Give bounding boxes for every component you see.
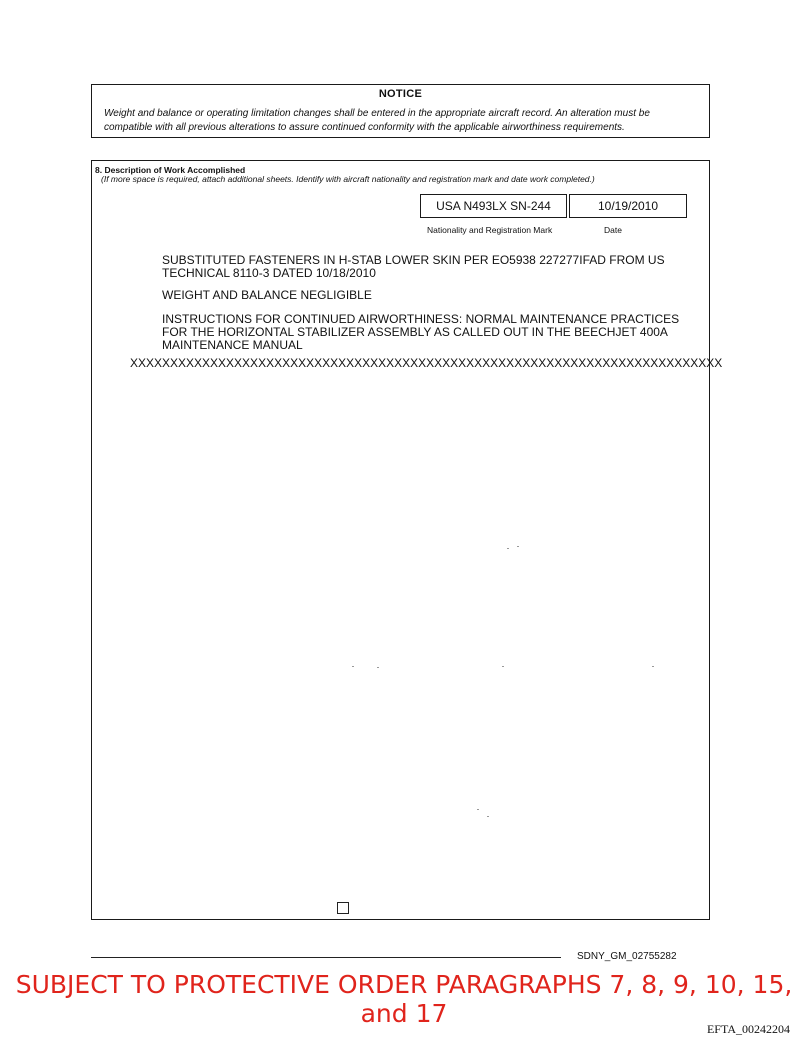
scan-speck — [502, 666, 504, 667]
protective-order-banner: SUBJECT TO PROTECTIVE ORDER PARAGRAPHS 7, 8, 9, 10, 15, and 17 — [15, 970, 793, 1028]
notice-title: NOTICE — [378, 88, 423, 100]
scan-speck — [477, 809, 479, 810]
date-field[interactable]: 10/19/2010 — [569, 194, 687, 218]
registration-label: Nationality and Registration Mark — [427, 225, 553, 235]
checkbox[interactable] — [337, 902, 349, 914]
work-paragraph-fasteners: SUBSTITUTED FASTENERS IN H-STAB LOWER SKIN PER EO5938 227277IFAD FROM US TECHNICAL 8110-3 DATED 10/18/2010 — [162, 253, 665, 280]
notice-text: Weight and balance or operating limitation changes shall be entered in the appropriate aircraft record. An alteration must be compatible with all previous alterations to assure continued conformity with the applicable airworthiness requirements. — [104, 108, 650, 133]
footer-rule — [91, 957, 561, 958]
work-paragraph-weight-balance: WEIGHT AND BALANCE NEGLIGIBLE — [162, 288, 372, 302]
bates-number: EFTA_00242204 — [706, 1022, 790, 1036]
scan-speck — [487, 816, 489, 817]
work-paragraph-ica: INSTRUCTIONS FOR CONTINUED AIRWORTHINESS: NORMAL MAINTENANCE PRACTICES FOR THE HORIZONTAL STABILIZER ASSEMBLY AS CALLED OUT IN THE BEECHJET 400A MAINTENANCE MANUAL — [162, 312, 680, 352]
scan-speck — [652, 666, 654, 667]
registration-field[interactable]: USA N493LX SN-244 — [420, 194, 567, 218]
scan-speck — [377, 667, 379, 668]
scan-speck — [517, 546, 519, 547]
notice-box — [91, 84, 710, 138]
work-description-box — [91, 160, 723, 920]
date-label: Date — [604, 225, 622, 235]
document-id: SDNY_GM_02755282 — [577, 951, 677, 962]
scan-speck — [507, 548, 509, 549]
strikeout-line: XXXXXXXXXXXXXXXXXXXXXXXXXXXXXXXXXXXXXXXXXXXXXXXXXXXXXXXXXXXXXXXXXXXXXXXXXX — [130, 356, 723, 370]
scan-speck — [352, 666, 354, 667]
section-title: 8. Description of Work Accomplished — [95, 165, 246, 175]
section-subtitle: (If more space is required, attach additional sheets. Identify with aircraft nationality and registration mark and date work completed.) — [101, 174, 595, 184]
